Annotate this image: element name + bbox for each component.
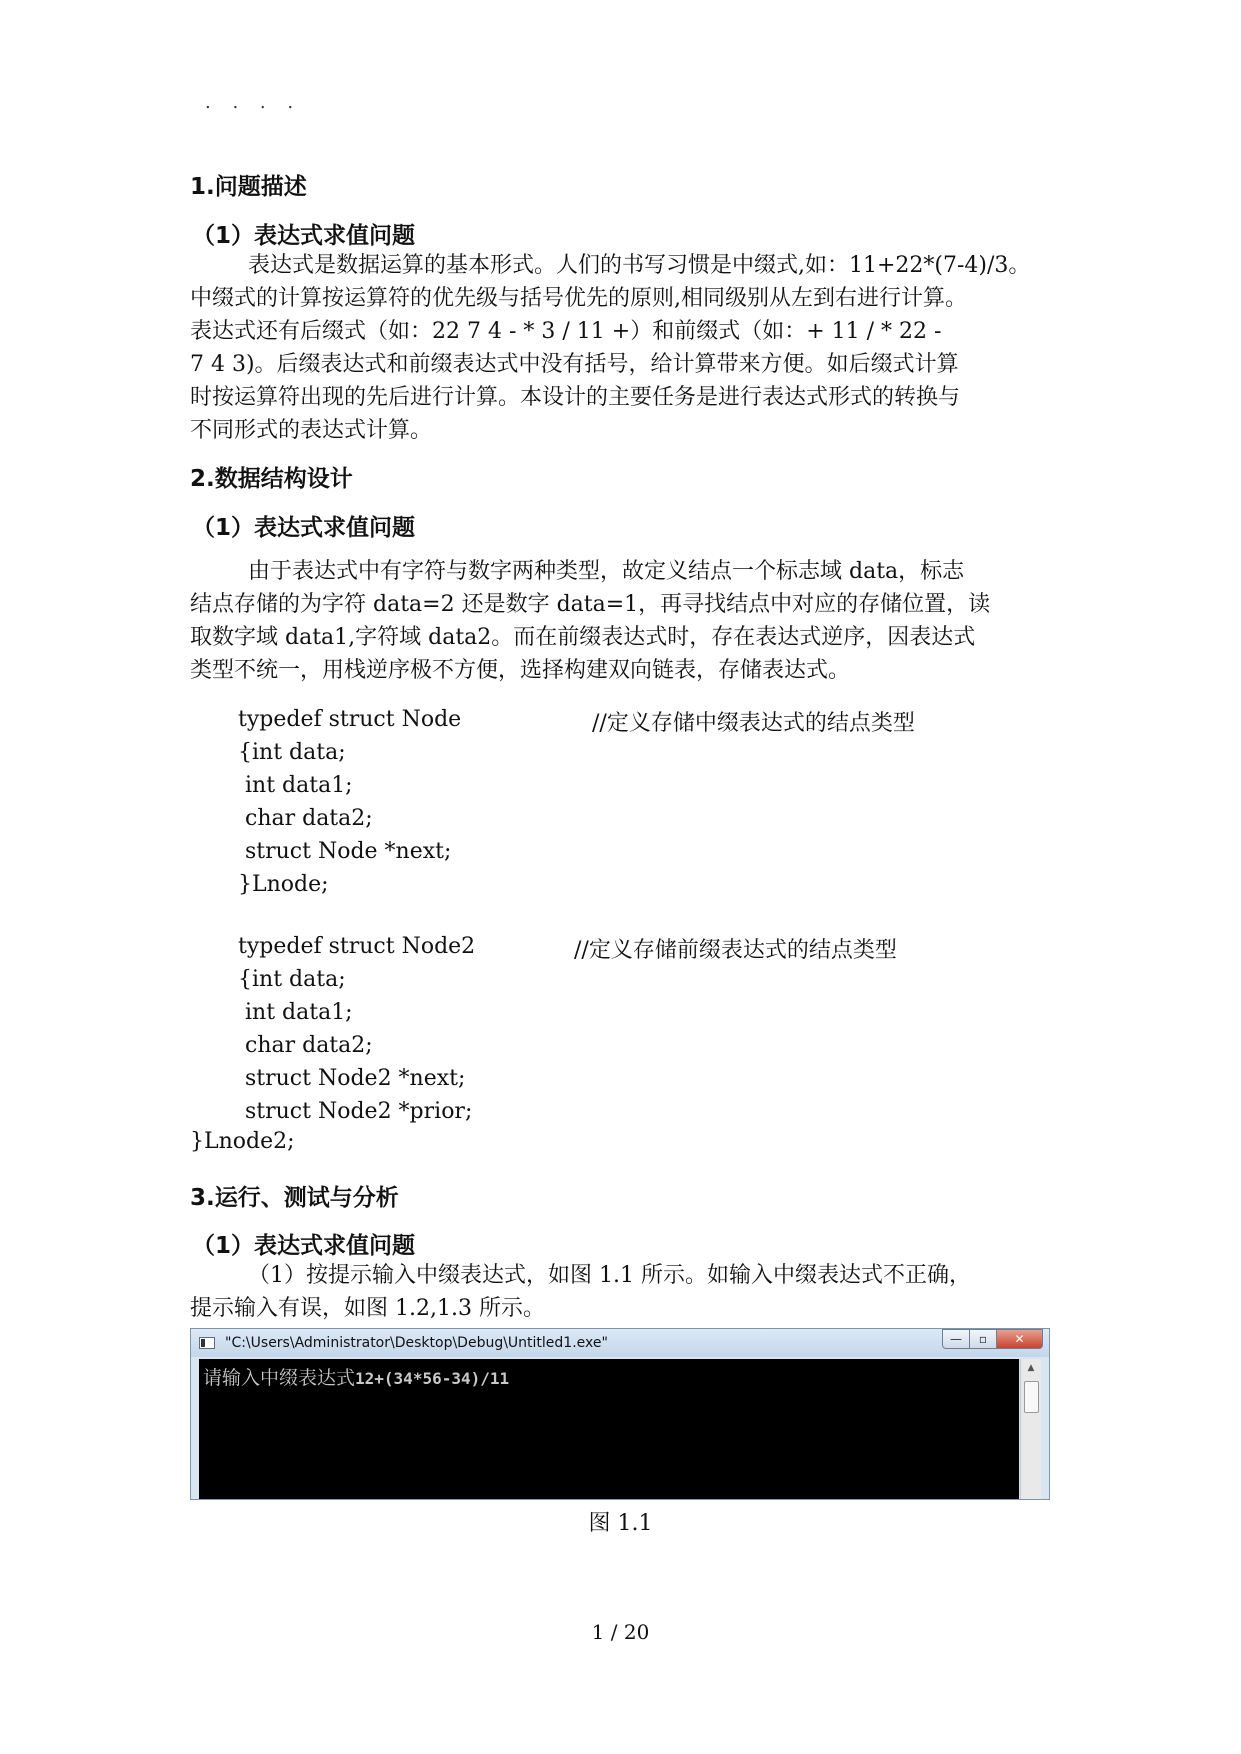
- code-line: typedef struct Node: [238, 707, 462, 732]
- paragraph-line: 类型不统一，用栈逆序极不方便，选择构建双向链表，存储表达式。: [190, 658, 851, 683]
- paragraph-line: 表达式是数据运算的基本形式。人们的书写习惯是中缀式,如：11+22*(7-4)/3。: [248, 253, 1031, 278]
- section-3-subtitle: （1）表达式求值问题: [192, 1233, 416, 1259]
- close-button[interactable]: ✕: [997, 1329, 1043, 1349]
- section-2-subtitle: （1）表达式求值问题: [192, 515, 416, 541]
- code-line: char data2;: [238, 1033, 373, 1058]
- code-line: char data2;: [238, 806, 373, 831]
- code-block-node: [238, 703, 461, 901]
- figure-caption: 图 1.1: [588, 1511, 653, 1536]
- section-3-paragraph: [190, 1259, 1090, 1325]
- section-1-subtitle: （1）表达式求值问题: [192, 223, 416, 249]
- paragraph-line: 不同形式的表达式计算。: [190, 418, 433, 443]
- window-controls: [942, 1329, 1043, 1349]
- console-window-figure: [190, 1328, 1050, 1500]
- code-closing-line: }Lnode2;: [190, 1129, 295, 1154]
- section-2-paragraph: [190, 555, 1090, 687]
- console-screen[interactable]: [199, 1359, 1019, 1499]
- code-line: struct Node2 *prior;: [238, 1099, 473, 1124]
- code-block-node2: [238, 930, 475, 1128]
- maximize-button[interactable]: ▫: [970, 1329, 997, 1349]
- code-line: int data1;: [238, 773, 353, 798]
- console-prompt: 请输入中缀表达式: [203, 1367, 356, 1389]
- page-number: 1 / 20: [591, 1620, 650, 1644]
- code-line: typedef struct Node2: [238, 934, 476, 959]
- minimize-button[interactable]: —: [942, 1329, 970, 1349]
- code-line: struct Node2 *next;: [238, 1066, 466, 1091]
- code-line: struct Node *next;: [238, 839, 452, 864]
- code-line: int data1;: [238, 1000, 353, 1025]
- code-line: {int data;: [238, 967, 346, 992]
- paragraph-line: 中缀式的计算按运算符的优先级与括号优先的原则,相同级别从左到右进行计算。: [190, 286, 967, 311]
- code-comment: //定义存储中缀表达式的结点类型: [592, 711, 915, 736]
- console-output: [203, 1363, 509, 1390]
- code-comment: //定义存储前缀表达式的结点类型: [574, 938, 897, 963]
- section-2-title: 2.数据结构设计: [190, 466, 353, 492]
- scroll-up-arrow-icon[interactable]: ▲: [1027, 1363, 1035, 1373]
- console-app-icon: [199, 1337, 215, 1349]
- console-titlebar: [191, 1329, 1049, 1357]
- paragraph-line: 结点存储的为字符 data=2 还是数字 data=1，再寻找结点中对应的存储位置，读: [190, 592, 991, 617]
- console-window-title: "C:\Users\Administrator\Desktop\Debug\Untitled1.exe": [225, 1335, 608, 1351]
- console-input-text: 12+(34*56-34)/11: [355, 1369, 510, 1388]
- section-1-title: 1.问题描述: [190, 174, 307, 200]
- paragraph-line: （1）按提示输入中缀表达式，如图 1.1 所示。如输入中缀表达式不正确，: [248, 1263, 971, 1288]
- section-3-title: 3.运行、测试与分析: [190, 1185, 399, 1211]
- code-line: }Lnode;: [238, 872, 329, 897]
- paragraph-line: 表达式还有后缀式（如：22 7 4 - * 3 / 11 +）和前缀式（如：+ 11 / * 22 -: [190, 319, 942, 344]
- code-line: {int data;: [238, 740, 346, 765]
- scrollbar-thumb[interactable]: [1024, 1381, 1039, 1413]
- paragraph-line: 时按运算符出现的先后进行计算。本设计的主要任务是进行表达式形式的转换与: [190, 385, 961, 410]
- paragraph-line: 由于表达式中有字符与数字两种类型，故定义结点一个标志域 data，标志: [248, 559, 965, 584]
- paragraph-line: 7 4 3)。后缀表达式和前缀表达式中没有括号，给计算带来方便。如后缀式计算: [190, 352, 959, 377]
- console-scrollbar[interactable]: [1020, 1359, 1041, 1499]
- paragraph-line: 取数字域 data1,字符域 data2。而在前缀表达式时，存在表达式逆序，因表达式: [190, 625, 976, 650]
- paragraph-line: 提示输入有误，如图 1.2,1.3 所示。: [190, 1296, 545, 1321]
- section-1-paragraph: [190, 249, 1090, 447]
- header-marks: . . . .: [205, 92, 302, 113]
